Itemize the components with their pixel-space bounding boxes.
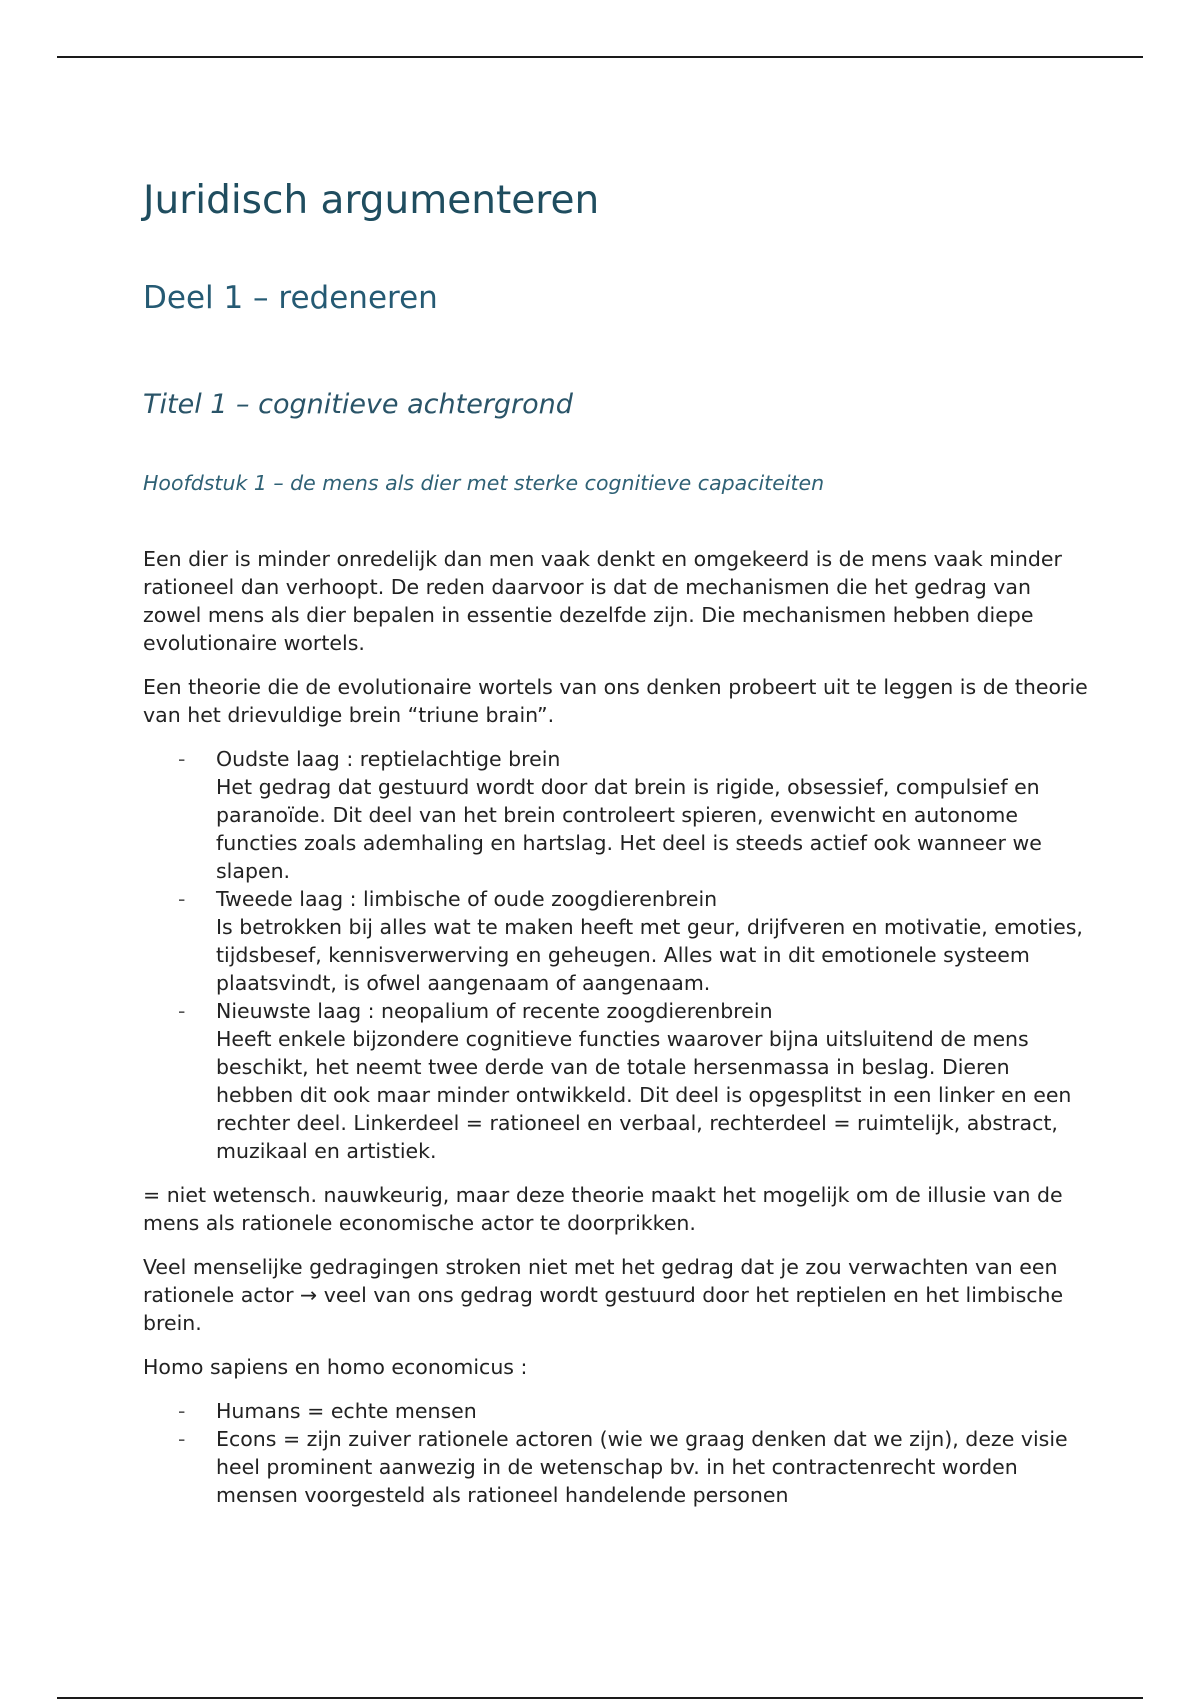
bullet-dash: -: [178, 1399, 186, 1423]
paragraph-theory-note: = niet wetensch. nauwkeurig, maar deze theorie maakt het mogelijk om de illusie van de mens als rationele economische actor te doorprikken.: [143, 1183, 1063, 1235]
list-item-text: Het gedrag dat gestuurd wordt door dat brein is rigide, obsessief, compulsief en paranoïde. Dit deel van het brein controleert spieren, evenwicht en autonome functies zoals ademhaling en hartslag. Het deel is steeds actief ook wanneer we slapen.: [216, 775, 1042, 883]
part-heading: Deel 1 – redeneren: [143, 280, 438, 316]
brain-layers-list: [143, 745, 1093, 1165]
list-item: [178, 997, 1093, 1165]
paragraph-intro: Een dier is minder onredelijk dan men vaak denkt en omgekeerd is de mens vaak minder rationeel dan verhoopt. De reden daarvoor is dat de mechanismen die het gedrag van zowel mens als dier bepalen in essentie dezelfde zijn. Die mechanismen hebben diepe evolutionaire wortels.: [143, 547, 1062, 655]
section-heading: Titel 1 – cognitieve achtergrond: [143, 389, 573, 420]
list-item-text: Humans = echte mensen: [216, 1399, 477, 1423]
document-body: [143, 545, 1093, 1525]
bullet-dash: -: [178, 1427, 186, 1451]
bullet-dash: -: [178, 747, 186, 771]
footer-rule: [57, 1697, 1143, 1699]
bullet-dash: -: [178, 999, 186, 1023]
list-item-heading: Tweede laag : limbische of oude zoogdierenbrein: [216, 887, 718, 911]
document-title: Juridisch argumenteren: [143, 178, 600, 223]
list-item-heading: Nieuwste laag : neopalium of recente zoogdierenbrein: [216, 999, 773, 1023]
list-item: [178, 745, 1093, 885]
paragraph-homo: Homo sapiens en homo economicus :: [143, 1355, 528, 1379]
chapter-heading: Hoofdstuk 1 – de mens als dier met sterke cognitieve capaciteiten: [143, 471, 825, 495]
list-item: [178, 1397, 1093, 1425]
list-item-text: Heeft enkele bijzondere cognitieve functies waarover bijna uitsluitend de mens beschikt, het neemt twee derde van de totale hersenmassa in beslag. Dieren hebben dit ook maar minder ontwikkeld. Dit deel is opgesplitst in een linker en een rechter deel. Linkerdeel = rationeel en verbaal, rechterdeel = ruimtelijk, abstract, muzikaal en artistiek.: [216, 1027, 1072, 1163]
paragraph-triune-brain: Een theorie die de evolutionaire wortels van ons denken probeert uit te leggen is de theorie van het drievuldige brein “triune brain”.: [143, 675, 1088, 727]
list-item-heading: Oudste laag : reptielachtige brein: [216, 747, 561, 771]
bullet-dash: -: [178, 887, 186, 911]
list-item: [178, 1425, 1093, 1509]
list-item: [178, 885, 1093, 997]
paragraph-behaviour: Veel menselijke gedragingen stroken niet met het gedrag dat je zou verwachten van een rationele actor → veel van ons gedrag wordt gestuurd door het reptielen en het limbische brein.: [143, 1255, 1064, 1335]
list-item-text: Is betrokken bij alles wat te maken heeft met geur, drijfveren en motivatie, emoties, tijdsbesef, kennisverwerving en geheugen. Alles wat in dit emotionele systeem plaatsvindt, is ofwel aangenaam of aangenaam.: [216, 915, 1083, 995]
homo-types-list: [143, 1397, 1093, 1509]
header-rule: [57, 56, 1143, 58]
list-item-text: Econs = zijn zuiver rationele actoren (wie we graag denken dat we zijn), deze visie heel prominent aanwezig in de wetenschap bv. in het contractenrecht worden mensen voorgesteld als rationeel handelende personen: [216, 1427, 1068, 1507]
